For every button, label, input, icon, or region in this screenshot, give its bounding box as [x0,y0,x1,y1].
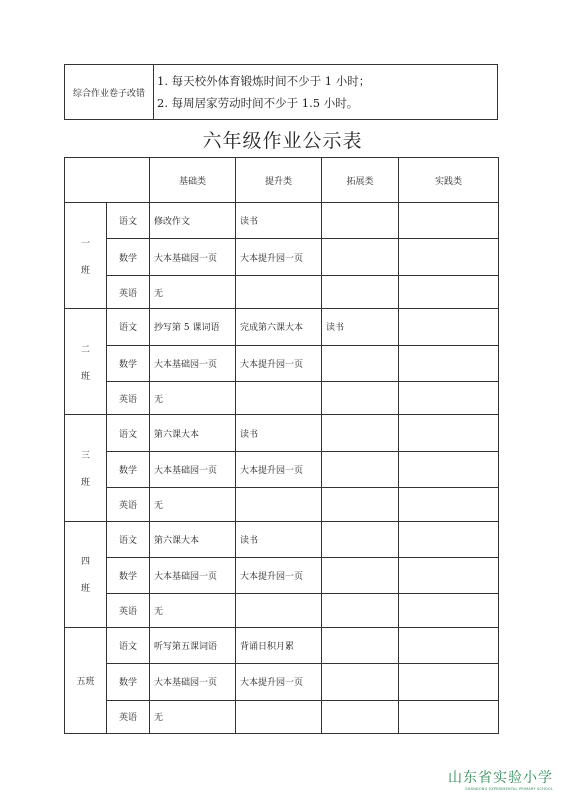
subject-cell: 英语 [107,382,150,415]
homework-cell [236,275,322,308]
table-row [65,521,499,557]
homework-cell [322,239,399,275]
homework-cell [399,627,499,663]
class-name-char-1: 二 [80,344,90,355]
subject-cell: 英语 [107,594,150,627]
homework-cell: 背诵日积月累 [236,627,322,663]
homework-cell: 第六课大本 [150,415,236,451]
homework-cell: 读书 [236,203,322,239]
homework-cell: 无 [150,700,236,733]
subject-cell: 语文 [107,203,150,239]
subject-cell: 英语 [107,700,150,733]
homework-cell: 读书 [322,309,399,345]
homework-cell: 无 [150,275,236,308]
homework-cell [399,415,499,451]
homework-cell [399,557,499,593]
homework-cell: 大本提升园一页 [236,664,322,700]
school-logo-english: SHANDONG EXPERIMENTAL PRIMARY SCHOOL [465,787,553,791]
homework-cell: 大本基础园一页 [150,239,236,275]
subject-cell: 英语 [107,488,150,521]
subject-cell: 数学 [107,664,150,700]
header-empty-cell [65,158,150,203]
requirements-label: 综合作业卷子改错 [65,65,154,120]
homework-cell [399,451,499,487]
homework-cell [322,557,399,593]
homework-cell [322,594,399,627]
homework-cell: 第六课大本 [150,521,236,557]
class-name-cell [65,203,107,309]
homework-table [64,157,499,734]
homework-cell: 大本提升园一页 [236,557,322,593]
homework-cell: 无 [150,594,236,627]
homework-cell: 读书 [236,521,322,557]
homework-cell: 完成第六课大本 [236,309,322,345]
subject-cell: 英语 [107,275,150,308]
school-logo [448,767,553,791]
homework-cell [322,275,399,308]
homework-cell: 大本基础园一页 [150,557,236,593]
class-name-char-2: 班 [80,371,90,382]
homework-cell: 读书 [236,415,322,451]
class-name-char-2: 班 [80,265,90,276]
subject-cell: 语文 [107,309,150,345]
table-row [65,451,499,487]
requirement-line-2: 2. 每周居家劳动时间不少于 1.5 小时。 [157,96,359,110]
homework-cell [399,664,499,700]
page-title: 六年级作业公示表 [202,130,363,152]
class-name-cell [65,415,107,521]
class-name-cell [65,309,107,415]
homework-cell: 无 [150,382,236,415]
subject-cell: 语文 [107,627,150,663]
homework-cell: 听写第五课词语 [150,627,236,663]
table-row [65,664,499,700]
header-improve: 提升类 [236,158,322,203]
requirement-line-1: 1. 每天校外体育锻炼时间不少于 1 小时； [157,74,371,88]
table-row [65,557,499,593]
homework-cell [399,700,499,733]
homework-cell [236,488,322,521]
homework-cell: 修改作文 [150,203,236,239]
table-row [65,594,499,627]
table-row [65,345,499,381]
homework-cell [236,594,322,627]
homework-cell: 大本提升园一页 [236,451,322,487]
homework-cell [399,521,499,557]
subject-cell: 数学 [107,451,150,487]
homework-cell [322,521,399,557]
homework-cell [322,627,399,663]
subject-cell: 数学 [107,557,150,593]
class-name-cell [65,521,107,627]
table-row [65,239,499,275]
homework-cell [322,415,399,451]
subject-cell: 数学 [107,239,150,275]
homework-cell [322,488,399,521]
homework-table-body [65,203,499,734]
homework-cell [236,700,322,733]
table-row [65,488,499,521]
table-row [65,627,499,663]
header-basic: 基础类 [150,158,236,203]
table-row [65,275,499,308]
requirements-table [64,64,498,120]
homework-cell [322,451,399,487]
homework-cell [399,345,499,381]
homework-cell [236,382,322,415]
homework-cell: 大本基础园一页 [150,451,236,487]
table-row [65,415,499,451]
table-row [65,309,499,345]
homework-cell [399,488,499,521]
table-row [65,382,499,415]
header-extend: 拓展类 [322,158,399,203]
class-name-char-1: 四 [80,557,90,568]
homework-cell [322,700,399,733]
homework-cell: 大本基础园一页 [150,345,236,381]
homework-cell [322,345,399,381]
class-name-char-1: 三 [80,450,90,461]
school-logo-name: 山东省实验小学 [448,770,553,786]
homework-cell: 抄写第 5 课词语 [150,309,236,345]
class-name-char-2: 班 [80,477,90,488]
class-name-cell: 五班 [65,627,107,733]
homework-cell: 大本提升园一页 [236,345,322,381]
homework-cell [399,239,499,275]
class-name-char-1: 一 [80,238,90,249]
homework-cell [322,203,399,239]
header-row [65,158,499,203]
homework-cell: 大本基础园一页 [150,664,236,700]
subject-cell: 语文 [107,521,150,557]
header-practice: 实践类 [399,158,499,203]
homework-cell [399,203,499,239]
homework-cell [399,309,499,345]
homework-cell [322,382,399,415]
subject-cell: 数学 [107,345,150,381]
homework-cell [322,664,399,700]
subject-cell: 语文 [107,415,150,451]
class-name-char-2: 班 [80,584,90,595]
table-row [65,700,499,733]
homework-cell [399,275,499,308]
requirements-content [154,65,498,120]
homework-cell [399,594,499,627]
homework-cell [399,382,499,415]
table-row [65,203,499,239]
homework-cell: 大本提升园一页 [236,239,322,275]
homework-cell: 无 [150,488,236,521]
